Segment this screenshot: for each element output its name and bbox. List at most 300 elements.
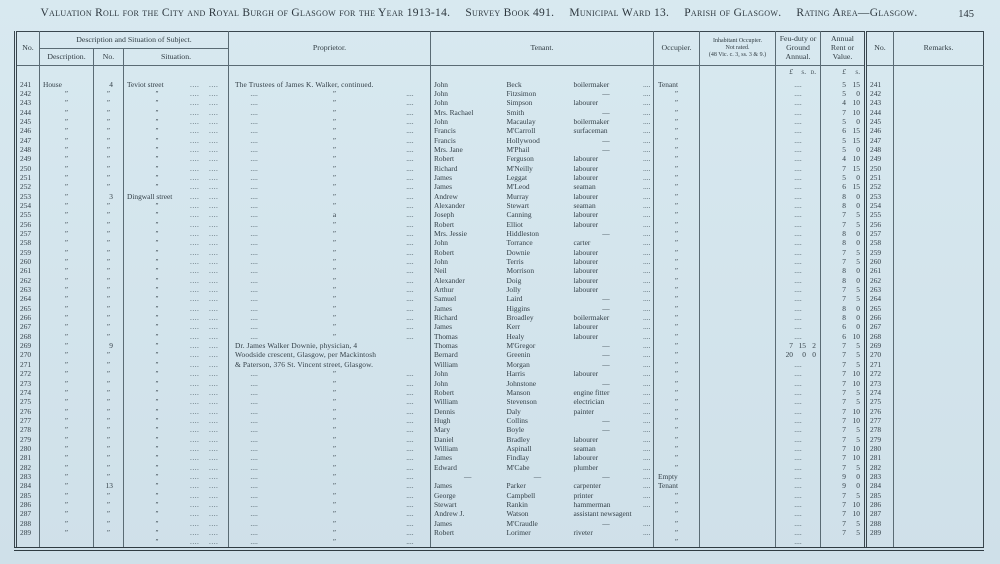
dot-leader-cell: .... (641, 472, 654, 481)
inhabitant-occupier-cell (700, 285, 776, 294)
table-row (16, 257, 984, 266)
feu-pounds: 20 (785, 350, 793, 360)
inhabitant-occupier-cell (700, 481, 776, 490)
ditto-mark: ″ (332, 275, 337, 285)
table-row (16, 425, 984, 434)
inhabitant-occupier-cell (700, 89, 776, 98)
feu-duty-cell: .... (776, 117, 821, 126)
dot-leader: .... (190, 518, 200, 528)
tenant-occupation-cell: — (602, 88, 610, 98)
rent-shillings: 0 (856, 229, 860, 238)
row-number-left: 258 (16, 238, 40, 247)
tenant-occupation-cell: labourer (573, 434, 599, 444)
ditto-mark: ″ (332, 322, 337, 332)
ditto-mark: ″ (332, 462, 337, 472)
dot-leader: .... (209, 341, 219, 351)
tenant-forename-cell: John (434, 79, 448, 89)
dot-leader-cell: .... (641, 388, 654, 397)
feu-duty-cell: .... (776, 108, 821, 117)
dot-leader: .... (209, 471, 219, 481)
table-row (16, 313, 984, 322)
dot-leader: .... (250, 247, 258, 257)
proprietor-cell (229, 379, 431, 388)
dot-leader-cell: .... (641, 453, 654, 462)
situation-cell (124, 192, 229, 201)
proprietor-cell (229, 341, 431, 350)
remarks-cell (894, 98, 984, 107)
dot-leader: .... (190, 406, 200, 416)
row-number-right: 270 (866, 350, 894, 359)
ditto-mark: ″ (332, 303, 337, 313)
rent-shillings: 10 (852, 499, 860, 509)
rent-pounds: 7 (842, 369, 846, 379)
dot-leader: .... (209, 219, 219, 229)
row-number-right: 249 (866, 154, 894, 163)
tenant-forename-cell: Alexander (434, 275, 465, 285)
rent-pounds: 6 (842, 182, 846, 192)
dot-leader: .... (250, 322, 258, 332)
dot-leader: .... (406, 471, 414, 481)
remarks-cell (894, 164, 984, 173)
rent-cell (821, 229, 866, 238)
dot-leader-cell: .... (641, 313, 654, 322)
rent-cell (821, 444, 866, 453)
tenant-forename-cell: Edward (434, 462, 457, 472)
rent-cell (821, 463, 866, 472)
rent-shillings: 0 (856, 303, 860, 313)
situation-cell (124, 89, 229, 98)
dot-leader: .... (250, 266, 258, 276)
dot-leader-cell: .... (641, 108, 654, 117)
row-number-left: 274 (16, 388, 40, 397)
rent-cell (821, 276, 866, 285)
rent-shillings: 5 (856, 425, 860, 435)
situation-cell (124, 350, 229, 359)
situation-cell (124, 491, 229, 500)
proprietor-cell (229, 481, 431, 490)
occupier-cell: ″ (654, 491, 700, 500)
proprietor-text: & Paterson, 376 St. Vincent street, Glasgow. (235, 359, 374, 369)
street-number-cell: ″ (94, 201, 124, 210)
dot-leader: .... (250, 397, 258, 407)
dot-leader: .... (250, 219, 258, 229)
rent-pounds: 7 (842, 285, 846, 295)
tenant-surname-cell: M'Cabe (506, 462, 530, 472)
row-number-right: 253 (866, 192, 894, 201)
ditto-mark: ″ (332, 154, 337, 164)
rent-shillings: 5 (856, 528, 860, 537)
row-number-right: 287 (866, 509, 894, 518)
remarks-cell (894, 537, 984, 548)
occupier-cell: ″ (654, 89, 700, 98)
row-number-left: 265 (16, 304, 40, 313)
dot-leader-cell: .... (641, 322, 654, 331)
ditto-mark: ″ (332, 257, 337, 267)
situation-cell (124, 425, 229, 434)
proprietor-cell (229, 313, 431, 322)
dot-leader: .... (209, 406, 219, 416)
row-number-left: 260 (16, 257, 40, 266)
dot-leader: .... (190, 453, 200, 463)
dot-leader: .... (190, 350, 200, 360)
rent-cell (821, 379, 866, 388)
situation-text: ″ (155, 490, 159, 500)
tenant-surname-cell: M'Leod (506, 182, 530, 192)
feu-duty-cell: .... (776, 136, 821, 145)
description-cell: ″ (40, 472, 94, 481)
rent-shillings: 10 (852, 378, 860, 388)
rent-cell (821, 388, 866, 397)
dot-leader: .... (209, 537, 219, 547)
ditto-mark: ″ (332, 378, 337, 388)
dot-leader: .... (406, 537, 414, 547)
street-number-cell: ″ (94, 360, 124, 369)
situation-text: ″ (155, 200, 159, 210)
inhabitant-occupier-cell (700, 154, 776, 163)
rent-pounds: 7 (842, 210, 846, 220)
row-number-left: 267 (16, 322, 40, 331)
inhabitant-occupier-cell (700, 126, 776, 135)
table-row (16, 126, 984, 135)
tenant-surname-cell: Parker (506, 481, 526, 491)
row-number-left: 246 (16, 126, 40, 135)
ditto-mark: ″ (332, 369, 337, 379)
description-cell: ″ (40, 509, 94, 518)
ditto-mark: ″ (332, 481, 337, 491)
row-number-left: 255 (16, 210, 40, 219)
dot-leader: .... (190, 172, 200, 182)
occupier-cell: ″ (654, 435, 700, 444)
dot-leader-cell: .... (641, 463, 654, 472)
dot-leader: .... (190, 126, 200, 136)
occupier-cell: ″ (654, 201, 700, 210)
rent-shillings: 0 (856, 191, 860, 201)
dot-leader: .... (406, 247, 414, 257)
occupier-cell: ″ (654, 322, 700, 331)
dot-leader-cell: .... (641, 379, 654, 388)
proprietor-cell (229, 89, 431, 98)
rent-shillings: 0 (856, 238, 860, 248)
tenant-surname-cell (504, 537, 571, 548)
inhabitant-occupier-cell (700, 360, 776, 369)
feu-duty-cell: .... (776, 89, 821, 98)
street-number-cell: ″ (94, 182, 124, 191)
dot-leader: .... (209, 285, 219, 295)
situation-text: ″ (155, 116, 159, 126)
dot-leader: .... (406, 116, 414, 126)
street-number-cell: ″ (94, 294, 124, 303)
tenant-forename-cell: William (434, 443, 458, 453)
tenant-forename-cell: Francis (434, 135, 456, 145)
feu-duty-cell: .... (776, 509, 821, 518)
page-number: 145 (958, 9, 974, 20)
row-number-left: 261 (16, 266, 40, 275)
dot-leader: .... (250, 453, 258, 463)
header-proprietor: Proprietor. (229, 32, 431, 66)
situation-text: ″ (155, 238, 159, 248)
dot-leader: .... (406, 453, 414, 463)
dot-leader: .... (209, 247, 219, 257)
table-row (16, 145, 984, 154)
proprietor-cell (229, 425, 431, 434)
remarks-cell (894, 182, 984, 191)
occupier-cell: ″ (654, 444, 700, 453)
rent-shillings: 0 (856, 266, 860, 276)
dot-leader: .... (250, 229, 258, 238)
inhabitant-line: Not rated. (725, 45, 750, 52)
street-number-cell: ″ (94, 108, 124, 117)
occupier-cell: Tenant (654, 481, 700, 490)
remarks-cell (894, 201, 984, 210)
rent-shillings: 0 (856, 200, 860, 210)
street-number-cell: ″ (94, 313, 124, 322)
row-number-left: 282 (16, 463, 40, 472)
situation-text: ″ (155, 537, 159, 547)
rent-cell (821, 519, 866, 528)
rent-pounds: 8 (842, 229, 846, 238)
rent-cell (821, 304, 866, 313)
remarks-cell (894, 388, 984, 397)
street-number-cell: ″ (94, 285, 124, 294)
situation-text: ″ (155, 453, 159, 463)
dot-leader: .... (190, 238, 200, 248)
rent-pounds: 8 (842, 238, 846, 248)
row-number-left: 272 (16, 369, 40, 378)
description-cell: ″ (40, 126, 94, 135)
dot-leader: .... (190, 266, 200, 276)
tenant-forename-cell: Arthur (434, 285, 454, 295)
row-number-left: 277 (16, 416, 40, 425)
dot-leader: .... (250, 378, 258, 388)
rent-cell (821, 397, 866, 406)
remarks-cell (894, 145, 984, 154)
occupier-cell: ″ (654, 229, 700, 238)
description-cell: ″ (40, 528, 94, 537)
ditto-mark: ″ (332, 490, 337, 500)
pound-sign: £ (842, 68, 846, 77)
occupier-cell: ″ (654, 369, 700, 378)
proprietor-cell (229, 322, 431, 331)
street-number-cell: ″ (94, 453, 124, 462)
table-row (16, 266, 984, 275)
rent-pounds: 7 (842, 163, 846, 173)
dot-leader: .... (209, 481, 219, 491)
proprietor-cell (229, 435, 431, 444)
rent-cell (821, 285, 866, 294)
rent-cell (821, 154, 866, 163)
remarks-cell (894, 491, 984, 500)
description-cell: ″ (40, 397, 94, 406)
inhabitant-occupier-cell (700, 435, 776, 444)
tenant-surname-cell: M'Neilly (506, 163, 533, 173)
rent-cell (821, 173, 866, 182)
situation-cell (124, 285, 229, 294)
situation-cell (124, 360, 229, 369)
proprietor-cell (229, 509, 431, 518)
dot-leader: .... (190, 182, 200, 192)
remarks-cell (894, 472, 984, 481)
tenant-occupation-cell: hammerman (573, 499, 611, 509)
remarks-cell (894, 108, 984, 117)
street-number-cell: ″ (94, 397, 124, 406)
situation-cell (124, 472, 229, 481)
situation-text: ″ (155, 443, 159, 453)
occupier-cell: ″ (654, 266, 700, 275)
rent-cell (821, 126, 866, 135)
proprietor-cell (229, 145, 431, 154)
table-row (16, 463, 984, 472)
proprietor-text: Dr. James Walker Downie, physician, 4 (235, 341, 358, 351)
dot-leader: .... (209, 107, 219, 117)
inhabitant-occupier-cell (700, 509, 776, 518)
tenant-forename-cell: Richard (434, 163, 458, 173)
row-number-right: 247 (866, 136, 894, 145)
feu-duty-cell: .... (776, 164, 821, 173)
occupier-cell: ″ (654, 108, 700, 117)
situation-text: ″ (155, 135, 159, 145)
dot-leader-cell: .... (641, 80, 654, 89)
remarks-cell (894, 313, 984, 322)
tenant-occupation-cell: painter (573, 406, 595, 416)
street-number-cell: ″ (94, 126, 124, 135)
remarks-cell (894, 266, 984, 275)
tenant-forename-cell: Robert (434, 154, 455, 164)
row-number-right: 257 (866, 229, 894, 238)
dot-leader: .... (190, 116, 200, 126)
tenant-surname-cell: Doig (506, 275, 522, 285)
inhabitant-occupier-cell (700, 397, 776, 406)
table-row (16, 117, 984, 126)
dot-leader-cell: .... (641, 98, 654, 107)
ditto-mark: ″ (332, 98, 337, 108)
dot-leader: .... (190, 322, 200, 332)
street-number-cell: ″ (94, 407, 124, 416)
situation-text: Dingwall street (127, 191, 173, 201)
dot-leader: .... (250, 471, 258, 481)
row-number-left: 273 (16, 379, 40, 388)
dot-leader: .... (209, 518, 219, 528)
dot-leader: .... (190, 219, 200, 229)
proprietor-cell (229, 276, 431, 285)
dot-leader: .... (190, 98, 200, 108)
table-row (16, 332, 984, 341)
inhabitant-occupier-cell (700, 416, 776, 425)
rent-shillings: 5 (856, 257, 860, 267)
tenant-forename-cell: James (434, 303, 453, 313)
dot-leader: .... (209, 369, 219, 379)
dot-leader: .... (250, 172, 258, 182)
row-number-right: 248 (866, 145, 894, 154)
tenant-occupation-cell: boilermaker (573, 313, 610, 323)
street-number-cell: ″ (94, 229, 124, 238)
table-row (16, 294, 984, 303)
remarks-cell (894, 453, 984, 462)
remarks-cell (894, 285, 984, 294)
table-row (16, 238, 984, 247)
dot-leader: .... (406, 285, 414, 295)
tenant-forename-cell: William (434, 359, 458, 369)
header-no-left: No. (16, 32, 40, 66)
rent-currency-units (821, 66, 866, 80)
rent-pounds: 7 (842, 219, 846, 229)
proprietor-cell (229, 257, 431, 266)
tenant-occupation-cell: — (602, 144, 610, 154)
table-row (16, 80, 984, 89)
rent-pounds: 8 (842, 200, 846, 210)
description-cell: ″ (40, 154, 94, 163)
proprietor-cell (229, 491, 431, 500)
remarks-cell (894, 435, 984, 444)
situation-text: ″ (155, 471, 159, 481)
row-number-left: 263 (16, 285, 40, 294)
row-number-left: 248 (16, 145, 40, 154)
description-cell: ″ (40, 388, 94, 397)
rent-pounds: 7 (842, 387, 846, 397)
rent-shillings: 10 (852, 406, 860, 416)
occupier-cell: ″ (654, 126, 700, 135)
row-number-left: 276 (16, 407, 40, 416)
remarks-cell (894, 229, 984, 238)
occupier-cell: ″ (654, 154, 700, 163)
situation-cell (124, 257, 229, 266)
table-row (16, 453, 984, 462)
rent-cell (821, 201, 866, 210)
dot-leader: .... (406, 322, 414, 332)
dot-leader: .... (209, 163, 219, 173)
table-row (16, 164, 984, 173)
proprietor-cell (229, 463, 431, 472)
dot-leader: .... (190, 490, 200, 500)
dot-leader: .... (406, 434, 414, 444)
row-number-left: 283 (16, 472, 40, 481)
inhabitant-line: Inhabitant Occupier. (713, 38, 762, 45)
street-number-cell: ″ (94, 89, 124, 98)
pound-sign: £ (789, 68, 793, 77)
remarks-cell (894, 294, 984, 303)
tenant-forename-cell: Robert (434, 219, 455, 229)
description-cell: ″ (40, 89, 94, 98)
situation-cell (124, 519, 229, 528)
situation-cell (124, 201, 229, 210)
proprietor-cell (229, 126, 431, 135)
table-row (16, 322, 984, 331)
remarks-cell (894, 360, 984, 369)
dot-leader: .... (406, 238, 414, 248)
remarks-cell (894, 173, 984, 182)
street-number-cell: ″ (94, 519, 124, 528)
situation-text: ″ (155, 341, 159, 351)
inhabitant-occupier-cell (700, 500, 776, 509)
rent-cell (821, 481, 866, 490)
dot-leader: .... (209, 154, 219, 164)
tenant-surname-cell: Stevenson (506, 397, 537, 407)
remarks-cell (894, 322, 984, 331)
dot-leader: .... (190, 537, 200, 547)
pence-unit: d. (810, 68, 816, 77)
occupier-cell: ″ (654, 276, 700, 285)
description-cell: ″ (40, 248, 94, 257)
tenant-surname-cell: Ferguson (506, 154, 534, 164)
street-number-cell: ″ (94, 257, 124, 266)
dot-leader: .... (406, 415, 414, 425)
tenant-surname-cell: Fitzsimon (506, 88, 537, 98)
inhabitant-occupier-cell (700, 257, 776, 266)
street-number-cell: ″ (94, 276, 124, 285)
table-row (16, 192, 984, 201)
inhabitant-occupier-cell (700, 491, 776, 500)
dot-leader: .... (209, 303, 219, 313)
occupier-cell: ″ (654, 238, 700, 247)
